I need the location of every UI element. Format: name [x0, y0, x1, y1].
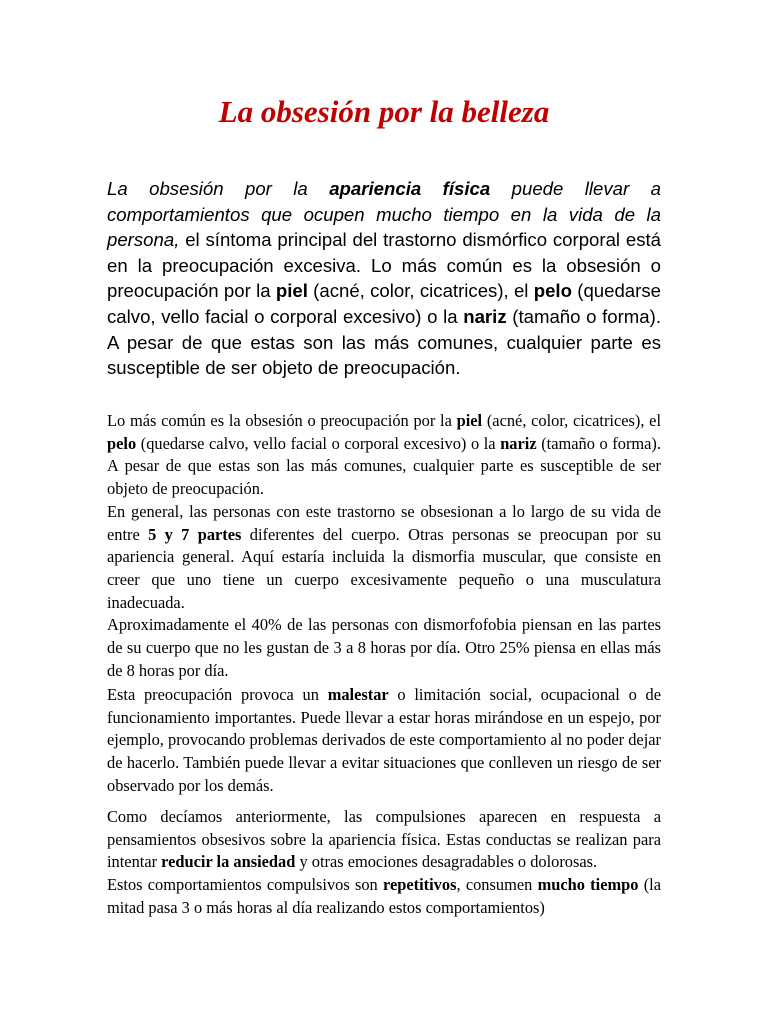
- bold-nariz: nariz: [500, 433, 537, 453]
- intro-bold-nariz: nariz: [463, 305, 507, 327]
- body-text: (la mitad pasa 3 o más horas al día realizando estos comportamientos): [107, 875, 661, 917]
- intro-text: (tamaño o forma). A pesar de que estas son las más comunes, cualquier parte es susceptible de ser objeto de preocupación.: [107, 305, 661, 379]
- body-text: (tamaño o forma). A pesar de que estas son las más comunes, cualquier parte es susceptible de ser objeto de preocupación.: [107, 433, 661, 499]
- bold-piel: piel: [456, 411, 483, 430]
- intro-bold-piel: piel: [275, 280, 308, 302]
- body-text: o limitación social, ocupacional o de funcionamiento importantes. Puede llevar a estar horas mirándose en un espejo, por ejemplo, provocando problemas derivados de este comportamiento al no poder dejar de hacerlo. También puede llevar a evitar situaciones que conlleven un riesgo de ser observado por los demás.: [107, 685, 662, 795]
- intro-paragraph: [107, 176, 661, 381]
- bold-pelo: pelo: [107, 433, 137, 453]
- body-text: (acné, color, cicatrices), el: [482, 411, 662, 430]
- body-text: y otras emociones desagradables o dolorosas.: [295, 852, 598, 872]
- body-paragraph-3: [107, 806, 661, 920]
- body-text: Aproximadamente el 40% de las personas con dismorfofobia piensan en las partes de su cuerpo que no les gustan de 3 a 8 horas por día. Otro 25% piensa en ellas más de 8 horas por día.: [107, 615, 661, 680]
- intro-text: el síntoma principal del trastorno dismórfico corporal está en la preocupación excesiva. Lo más común es la obsesión o preocupación por la: [107, 229, 661, 302]
- intro-text: puede llevar a comportamientos que ocupen mucho tiempo en la vida de la persona,: [107, 178, 661, 251]
- bold-malestar: malestar: [327, 685, 389, 704]
- page-title: La obsesión por la belleza: [218, 94, 550, 129]
- intro-bold-pelo: pelo: [533, 280, 572, 302]
- body-text: diferentes del cuerpo. Otras personas se preocupan por su apariencia general. Aquí estaría incluida la dismorfia muscular, que consiste en creer que uno tiene un cuerpo excesivamente pequeño o una musculatura inadecuada.: [107, 524, 662, 612]
- body-text: Esta preocupación provoca un: [107, 685, 328, 704]
- body-paragraph-1: [107, 410, 661, 682]
- body-text: Lo más común es la obsesión o preocupación por la: [107, 411, 457, 430]
- bold-partes: 5 y 7 partes: [148, 524, 242, 544]
- intro-text: (acné, color, cicatrices), el: [307, 280, 534, 302]
- body-text: Como decíamos anteriormente, las compulsiones aparecen en respuesta a pensamientos obsesivos sobre la apariencia física. Estas conductas se realizan para intentar: [107, 807, 661, 872]
- bold-repetitivos: repetitivos: [383, 875, 457, 895]
- body-text: , consumen: [456, 875, 538, 895]
- body-paragraph-2: [107, 684, 661, 798]
- intro-text: (quedarse calvo, vello facial o corporal excesivo) o la: [107, 280, 661, 327]
- intro-text: La obsesión por la: [107, 178, 330, 199]
- intro-bold-apariencia: apariencia física: [329, 178, 491, 199]
- body-text: En general, las personas con este trastorno se obsesionan a lo largo de su vida de entre: [107, 501, 661, 544]
- body-text: (quedarse calvo, vello facial o corporal excesivo) o la: [136, 433, 501, 453]
- bold-mucho-tiempo: mucho tiempo: [537, 875, 639, 895]
- body-text: Estos comportamientos compulsivos son: [107, 875, 384, 895]
- bold-reducir-ansiedad: reducir la ansiedad: [161, 852, 296, 872]
